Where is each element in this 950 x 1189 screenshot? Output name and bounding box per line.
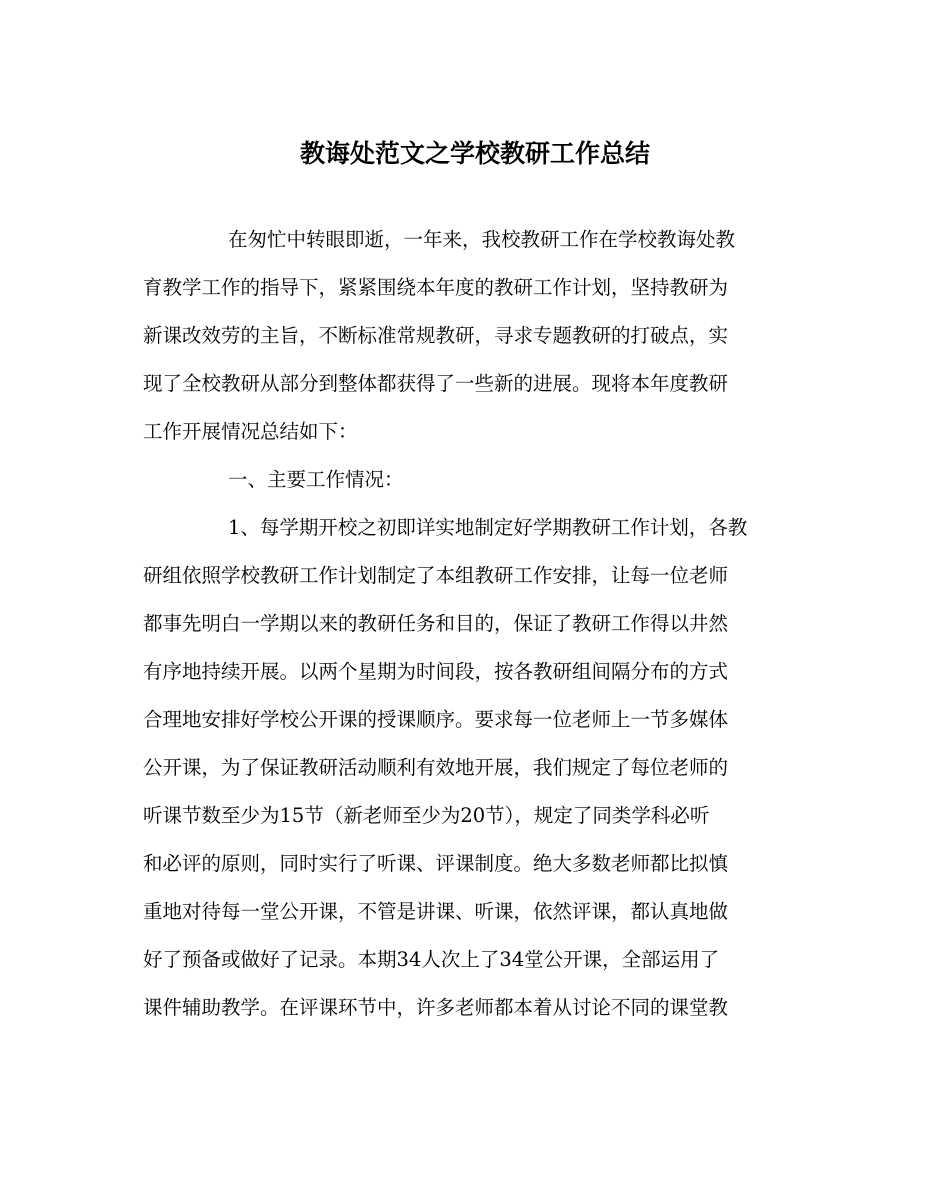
paragraph-line: 公开课，为了保证教研活动顺利有效地开展，我们规定了每位老师的 xyxy=(143,756,729,779)
paragraph-line: 好了预备或做好了记录。本期34人次上了34堂公开课，全部运用了 xyxy=(143,948,720,971)
paragraph-line: 听课节数至少为15节（新老师至少为20节），规定了同类学科必听 xyxy=(143,804,710,827)
paragraph-line: 课件辅助教学。在评课环节中，许多老师都本着从讨论不同的课堂教 xyxy=(143,996,729,1019)
section-heading: 一、主要工作情况： xyxy=(228,468,404,491)
paragraph-line: 现了全校教研从部分到整体都获得了一些新的进展。现将本年度教研 xyxy=(143,372,729,395)
paragraph-line: 在匆忙中转眼即逝，一年来，我校教研工作在学校教诲处教 xyxy=(228,228,736,251)
paragraph-line: 合理地安排好学校公开课的授课顺序。要求每一位老师上一节多媒体 xyxy=(143,708,729,731)
paragraph-line: 有序地持续开展。以两个星期为时间段，按各教研组间隔分布的方式 xyxy=(143,660,729,683)
paragraph-line: 工作开展情况总结如下： xyxy=(143,420,358,443)
paragraph-line: 1、每学期开校之初即详实地制定好学期教研工作计划，各教 xyxy=(228,516,748,539)
paragraph-line: 都事先明白一学期以来的教研任务和目的，保证了教研工作得以井然 xyxy=(143,612,729,635)
paragraph-line: 重地对待每一堂公开课，不管是讲课、听课，依然评课，都认真地做 xyxy=(143,900,729,923)
document-title: 教诲处范文之学校教研工作总结 xyxy=(299,139,650,168)
paragraph-line: 育教学工作的指导下，紧紧围绕本年度的教研工作计划，坚持教研为 xyxy=(143,276,729,299)
paragraph-line: 研组依照学校教研工作计划制定了本组教研工作安排，让每一位老师 xyxy=(143,564,729,587)
paragraph-line: 和必评的原则，同时实行了听课、评课制度。绝大多数老师都比拟慎 xyxy=(143,852,729,875)
paragraph-line: 新课改效劳的主旨，不断标准常规教研，寻求专题教研的打破点，实 xyxy=(143,324,729,347)
